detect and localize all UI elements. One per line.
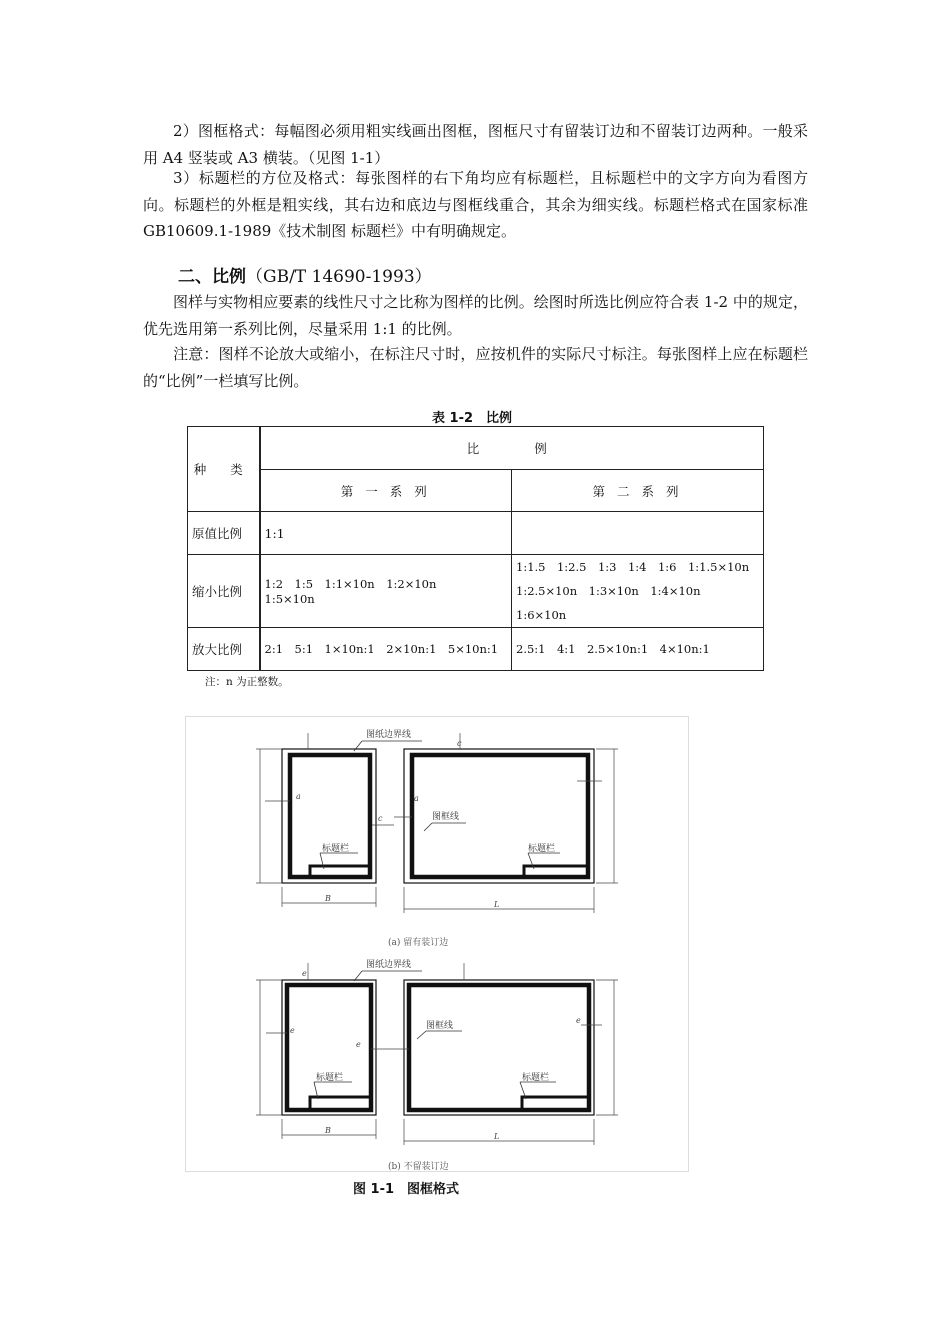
paragraph-scale-note [143, 341, 808, 394]
dim-label-e-b-right: e [356, 1040, 361, 1049]
header-kind: 种 类 [188, 427, 260, 512]
paragraph-scale-note-text: 注意：图样不论放大或缩小，在标注尺寸时，应按机件的实际尺寸标注。每张图样上应在标题栏的“比例”一栏填写比例。 [143, 345, 808, 390]
row-series-2 [512, 512, 764, 555]
row-series-2 [512, 555, 764, 628]
frame-format-diagram [186, 717, 688, 1171]
row-kind: 缩小比例 [188, 555, 260, 628]
dim-label-e-b-landscape: e [576, 1016, 581, 1025]
dim-label-c-top-a: c [457, 739, 462, 748]
section-heading [178, 262, 432, 287]
leader-lines [314, 741, 560, 1099]
paragraph-title-block-text: 3）标题栏的方位及格式：每张图样的右下角均应有标题栏，且标题栏中的文字方向为看图方向。标题栏的外框是粗实线，其右边和底边与图框线重合，其余为细实线。标题栏格式在国家标准 GB10609.1-1989《技术制图 标题栏》中有明确规定。 [143, 169, 808, 240]
scale-table [187, 426, 764, 671]
table-row [188, 512, 764, 555]
dim-label-L-b: L [494, 1132, 500, 1141]
label-frame-line-a: 图框线 [432, 812, 460, 822]
label-frame-line-b: 图框线 [426, 1021, 454, 1031]
header-ratio: 比 例 [260, 427, 764, 470]
dim-label-B-a: B [325, 894, 331, 903]
dim-label-e-top-b: e [302, 969, 307, 978]
sheet-border-b-landscape [404, 980, 594, 1115]
table-note: 注：n 为正整数。 [205, 676, 289, 688]
row-series-1: 1:2 1:5 1:1×10n 1:2×10n 1:5×10n [260, 555, 512, 628]
label-title-block-b-landscape: 标题栏 [522, 1073, 550, 1083]
paragraph-frame-format-text: 2）图框格式：每幅图必须用粗实线画出图框，图框尺寸有留装订边和不留装订边两种。一般采用 A4 竖装或 A3 横装。（见图 1-1） [143, 122, 808, 167]
row-series-1: 2:1 5:1 1×10n:1 2×10n:1 5×10n:1 [260, 628, 512, 671]
frame-line-a-portrait [290, 755, 370, 877]
row-series-2: 2.5:1 4:1 2.5×10n:1 4×10n:1 [512, 628, 764, 671]
figure-caption: 图 1-1 图框格式 [353, 1182, 460, 1197]
label-title-block-a-landscape: 标题栏 [528, 844, 556, 854]
label-title-block-a-portrait: 标题栏 [322, 844, 350, 854]
section-heading-std: （GB/T 14690-1993） [246, 267, 432, 287]
header-series-2: 第 二 系 列 [512, 470, 764, 512]
row-series-2-line-1: 1:1.5 1:2.5 1:3 1:4 1:6 1:1.5×10n [516, 560, 750, 574]
table-row [188, 628, 764, 671]
frame-line-b-landscape [409, 985, 589, 1110]
table-header-row [188, 427, 764, 470]
subcaption-b: (b) 不留装订边 [388, 1162, 449, 1171]
subcaption-a: (a) 留有装订边 [388, 938, 449, 948]
paragraph-frame-format [143, 118, 808, 171]
table-subheader-row [188, 470, 764, 512]
table-row [188, 555, 764, 628]
section-heading-cn: 二、比例 [178, 267, 246, 287]
label-sheet-border-a: 图纸边界线 [366, 730, 412, 740]
row-series-1: 1:1 [260, 512, 512, 555]
dim-label-B-b: B [325, 1126, 331, 1135]
header-series-1: 第 一 系 列 [260, 470, 512, 512]
label-title-block-b-portrait: 标题栏 [316, 1073, 344, 1083]
dim-label-c-a: c [378, 814, 383, 823]
dim-label-a-portrait: a [296, 792, 301, 801]
row-kind: 原值比例 [188, 512, 260, 555]
paragraph-title-block [143, 165, 808, 245]
dim-label-e-b-portrait: e [290, 1026, 295, 1035]
sheet-border-b-portrait [282, 980, 376, 1115]
row-kind: 放大比例 [188, 628, 260, 671]
paragraph-scale-definition-text: 图样与实物相应要素的线性尺寸之比称为图样的比例。绘图时所选比例应符合表 1-2 中的规定，优先选用第一系列比例，尽量采用 1:1 的比例。 [143, 293, 808, 338]
label-sheet-border-b: 图纸边界线 [366, 960, 412, 970]
paragraph-scale-definition [143, 289, 808, 342]
dim-label-L-a: L [494, 900, 500, 909]
sheet-border-a-portrait [282, 749, 376, 883]
dim-label-a-landscape: a [414, 794, 419, 803]
frame-format-figure [185, 716, 689, 1172]
row-series-2-line-2: 1:2.5×10n 1:3×10n 1:4×10n 1:6×10n [516, 584, 713, 622]
table-caption: 表 1-2 比例 [432, 411, 513, 426]
